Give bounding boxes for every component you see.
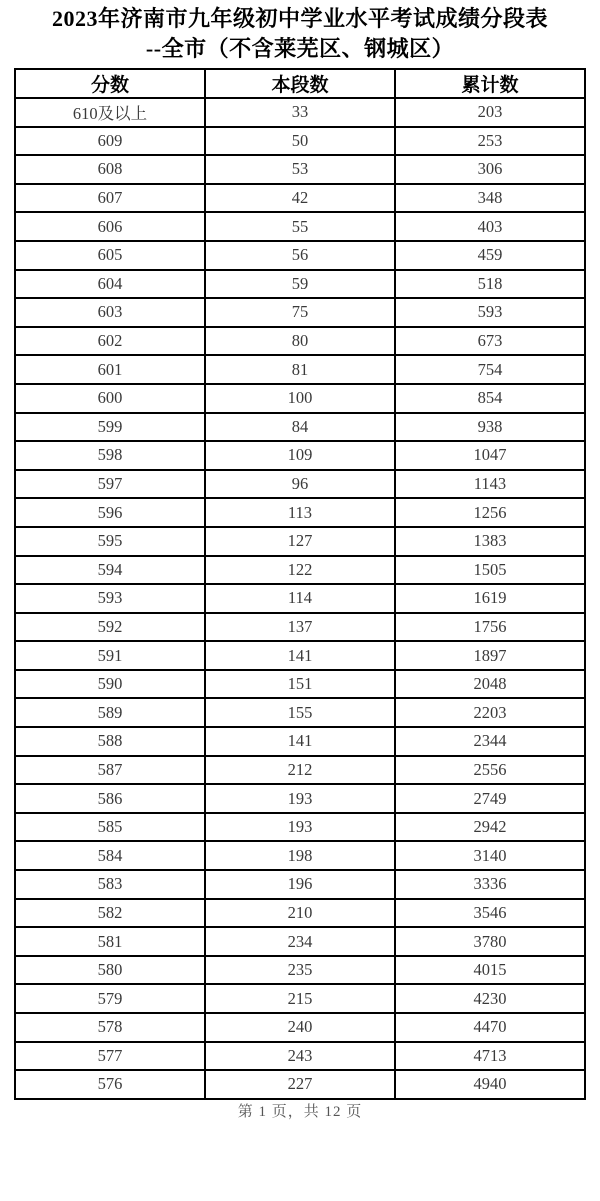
cumulative-count-cell: 203 [395, 98, 585, 127]
table-row [15, 498, 585, 527]
score-cell: 586 [15, 784, 205, 813]
table-row [15, 670, 585, 699]
cumulative-count-cell: 2942 [395, 813, 585, 842]
score-cell: 599 [15, 413, 205, 442]
score-cell: 602 [15, 327, 205, 356]
segment-count-cell: 234 [205, 927, 395, 956]
table-row [15, 813, 585, 842]
table-row [15, 98, 585, 127]
table-row [15, 613, 585, 642]
score-cell: 591 [15, 641, 205, 670]
score-cell: 580 [15, 956, 205, 985]
table-row [15, 470, 585, 499]
cumulative-count-cell: 3780 [395, 927, 585, 956]
segment-count-cell: 100 [205, 384, 395, 413]
cumulative-count-cell: 854 [395, 384, 585, 413]
segment-count-cell: 227 [205, 1070, 395, 1099]
cumulative-count-cell: 1047 [395, 441, 585, 470]
score-cell: 594 [15, 556, 205, 585]
segment-count-cell: 113 [205, 498, 395, 527]
score-cell: 587 [15, 756, 205, 785]
table-row [15, 641, 585, 670]
table-row [15, 698, 585, 727]
cumulative-count-cell: 2749 [395, 784, 585, 813]
table-row [15, 527, 585, 556]
score-cell: 576 [15, 1070, 205, 1099]
segment-count-cell: 42 [205, 184, 395, 213]
page-title [0, 4, 600, 64]
segment-count-cell: 141 [205, 727, 395, 756]
cumulative-count-cell: 4015 [395, 956, 585, 985]
score-cell: 601 [15, 355, 205, 384]
table-row [15, 384, 585, 413]
score-cell: 585 [15, 813, 205, 842]
cumulative-count-cell: 2048 [395, 670, 585, 699]
score-cell: 584 [15, 841, 205, 870]
score-cell: 582 [15, 899, 205, 928]
cumulative-count-cell: 3546 [395, 899, 585, 928]
segment-count-cell: 196 [205, 870, 395, 899]
segment-count-cell: 193 [205, 784, 395, 813]
segment-count-cell: 137 [205, 613, 395, 642]
segment-count-cell: 56 [205, 241, 395, 270]
score-distribution-table [14, 68, 586, 1100]
segment-count-cell: 84 [205, 413, 395, 442]
cumulative-count-cell: 938 [395, 413, 585, 442]
score-cell: 592 [15, 613, 205, 642]
cumulative-count-cell: 1897 [395, 641, 585, 670]
table-row [15, 184, 585, 213]
score-cell: 597 [15, 470, 205, 499]
table-header-row [15, 69, 585, 98]
cumulative-count-cell: 348 [395, 184, 585, 213]
page-footer: 第 1 页，共 12 页 [237, 1103, 363, 1120]
score-cell: 606 [15, 212, 205, 241]
cumulative-count-cell: 2203 [395, 698, 585, 727]
segment-count-cell: 114 [205, 584, 395, 613]
title-line-2: --全市（不含莱芜区、钢城区） [145, 36, 455, 61]
table-row [15, 727, 585, 756]
segment-count-cell: 151 [205, 670, 395, 699]
segment-count-cell: 127 [205, 527, 395, 556]
segment-count-cell: 75 [205, 298, 395, 327]
cumulative-count-cell: 593 [395, 298, 585, 327]
segment-count-cell: 122 [205, 556, 395, 585]
segment-count-cell: 53 [205, 155, 395, 184]
table-row [15, 870, 585, 899]
table-body [15, 98, 585, 1099]
cumulative-count-cell: 306 [395, 155, 585, 184]
segment-count-cell: 50 [205, 127, 395, 156]
score-cell: 605 [15, 241, 205, 270]
table-row [15, 327, 585, 356]
cumulative-count-cell: 4940 [395, 1070, 585, 1099]
cumulative-count-cell: 3336 [395, 870, 585, 899]
segment-count-cell: 240 [205, 1013, 395, 1042]
segment-count-cell: 109 [205, 441, 395, 470]
segment-count-cell: 81 [205, 355, 395, 384]
score-cell: 595 [15, 527, 205, 556]
table-row [15, 441, 585, 470]
score-cell: 590 [15, 670, 205, 699]
score-cell: 604 [15, 270, 205, 299]
table-row [15, 355, 585, 384]
header-segment-count: 本段数 [205, 69, 395, 98]
score-cell: 607 [15, 184, 205, 213]
table-row [15, 899, 585, 928]
table-row [15, 212, 585, 241]
table-row [15, 556, 585, 585]
table-row [15, 127, 585, 156]
table-row [15, 927, 585, 956]
segment-count-cell: 215 [205, 984, 395, 1013]
table-row [15, 784, 585, 813]
cumulative-count-cell: 673 [395, 327, 585, 356]
segment-count-cell: 96 [205, 470, 395, 499]
cumulative-count-cell: 1383 [395, 527, 585, 556]
score-cell: 596 [15, 498, 205, 527]
segment-count-cell: 80 [205, 327, 395, 356]
score-cell: 593 [15, 584, 205, 613]
title-line-1: 2023年济南市九年级初中学业水平考试成绩分段表 [51, 6, 548, 31]
cumulative-count-cell: 459 [395, 241, 585, 270]
cumulative-count-cell: 4470 [395, 1013, 585, 1042]
score-cell: 610及以上 [15, 98, 205, 127]
cumulative-count-cell: 518 [395, 270, 585, 299]
table-row [15, 584, 585, 613]
score-cell: 609 [15, 127, 205, 156]
table-row [15, 841, 585, 870]
score-cell: 578 [15, 1013, 205, 1042]
cumulative-count-cell: 754 [395, 355, 585, 384]
cumulative-count-cell: 253 [395, 127, 585, 156]
score-cell: 579 [15, 984, 205, 1013]
table-row [15, 1070, 585, 1099]
cumulative-count-cell: 3140 [395, 841, 585, 870]
cumulative-count-cell: 1756 [395, 613, 585, 642]
cumulative-count-cell: 1505 [395, 556, 585, 585]
cumulative-count-cell: 1143 [395, 470, 585, 499]
cumulative-count-cell: 403 [395, 212, 585, 241]
score-cell: 583 [15, 870, 205, 899]
table-row [15, 756, 585, 785]
score-cell: 603 [15, 298, 205, 327]
table-row [15, 956, 585, 985]
score-cell: 581 [15, 927, 205, 956]
cumulative-count-cell: 4230 [395, 984, 585, 1013]
score-cell: 608 [15, 155, 205, 184]
segment-count-cell: 55 [205, 212, 395, 241]
segment-count-cell: 198 [205, 841, 395, 870]
table-row [15, 155, 585, 184]
header-cumulative-count: 累计数 [395, 69, 585, 98]
score-cell: 589 [15, 698, 205, 727]
table-row [15, 413, 585, 442]
score-cell: 598 [15, 441, 205, 470]
table-row [15, 1042, 585, 1071]
cumulative-count-cell: 2556 [395, 756, 585, 785]
segment-count-cell: 212 [205, 756, 395, 785]
score-cell: 577 [15, 1042, 205, 1071]
cumulative-count-cell: 1256 [395, 498, 585, 527]
score-cell: 600 [15, 384, 205, 413]
cumulative-count-cell: 1619 [395, 584, 585, 613]
table-row [15, 298, 585, 327]
table-row [15, 1013, 585, 1042]
cumulative-count-cell: 2344 [395, 727, 585, 756]
segment-count-cell: 155 [205, 698, 395, 727]
score-cell: 588 [15, 727, 205, 756]
segment-count-cell: 235 [205, 956, 395, 985]
segment-count-cell: 59 [205, 270, 395, 299]
segment-count-cell: 193 [205, 813, 395, 842]
cumulative-count-cell: 4713 [395, 1042, 585, 1071]
segment-count-cell: 210 [205, 899, 395, 928]
table-row [15, 984, 585, 1013]
segment-count-cell: 33 [205, 98, 395, 127]
table-row [15, 270, 585, 299]
segment-count-cell: 243 [205, 1042, 395, 1071]
segment-count-cell: 141 [205, 641, 395, 670]
table-row [15, 241, 585, 270]
header-score: 分数 [15, 69, 205, 98]
